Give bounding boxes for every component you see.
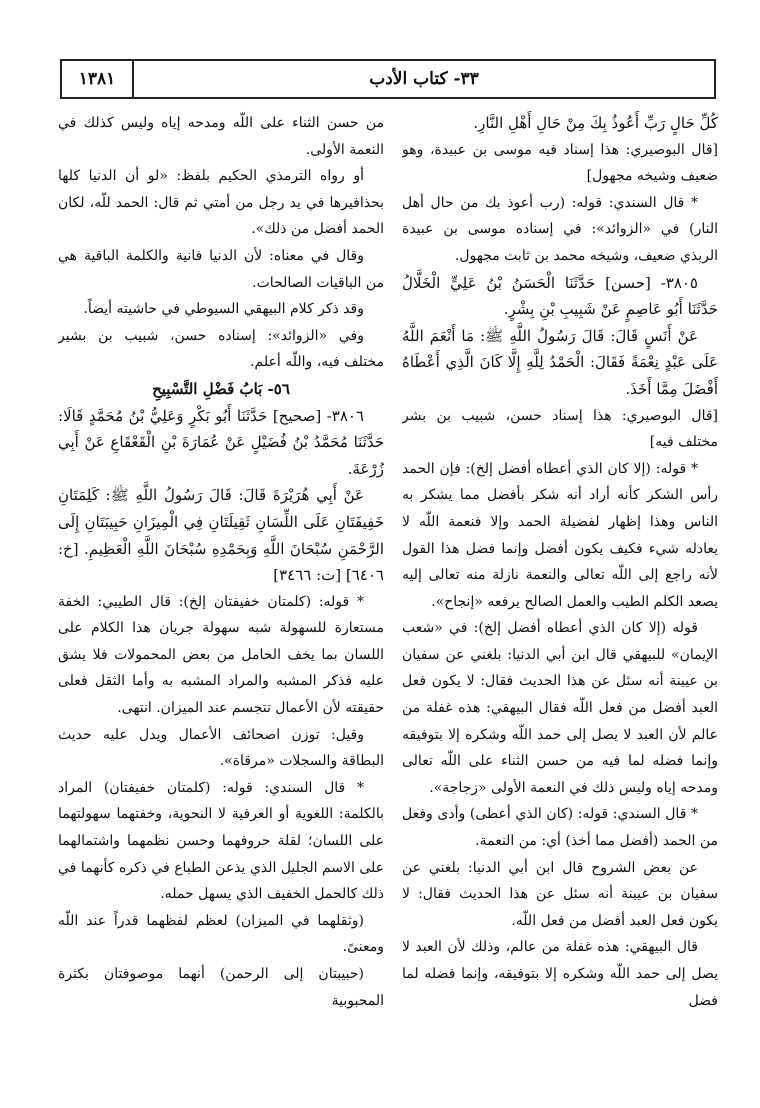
commentary: * قوله: (كلمتان خفيفتان إلخ): قال الطيبي: الخفة مستعارة للسهولة شبه سهولة جريان هذا الكلام على اللسان بما يخف الحامل من بعض المحمولات فلا يشق عليه فذكر المشبه والمراد المشبه به وأما الثقل فعلى حقيقته لأن الأعمال تتجسم عند الميزان. انتهى. (58, 593, 384, 717)
commentary: من حسن الثناء على اللّه ومدحه إياه وليس كذلك في النعمة الأولى. (58, 115, 384, 158)
right-column (402, 110, 718, 1100)
commentary: قال البيهقي: هذه غفلة من عالم، وذلك لأن العبد لا يصل إلى حمد اللّه وشكره إلا بتوفيقه، وإنما فضله لما فضل (402, 939, 718, 1009)
commentary: وقيل: توزن اصحائف الأعمال ويدل عليه حديث البطاقة والسجلات «مرقاة». (58, 726, 384, 770)
commentary: * قال السندي: قوله: (كان الذي أعطى) وأدى وفعل من الحمد (أفضل مما أخذ) أي: من النعمة. (402, 806, 718, 850)
commentary: عن بعض الشروح قال ابن أبي الدنيا: بلغني عن سفيان بن عيينة أنه سئل عن هذا الحديث فقال: لا يكون فعل العبد أفضل من فعل اللّه. (402, 859, 718, 929)
commentary: * قال السندي: قوله: (رب أعوذ بك من حال أهل النار) في «الزوائد»: في إسناده موسى بن عبيدة الربذي ضعيف، وشيخه محمد بن ثابت مجهول. (402, 194, 718, 264)
commentary: * قال السندي: قوله: (كلمتان خفيفتان) المراد بالكلمة: اللغوية أو العرفية لا النحوية، وخفتهما سهولتهما على اللسان؛ لقلة حروفهما وحسن نظمهما واشتمالهما على الاسم الجليل الذي يذعن الطباع في ذكره كأنهما في ذلك كالحمل الخفيف الذي يسهل حمله. (58, 779, 384, 903)
commentary: (وثقلهما في الميزان) لعظم لفظهما قدراً عند اللّه ومعنىً. (58, 912, 384, 956)
hadith-isnad: ٣٨٠٦- [صحيح] حَدَّثَنَا أَبُو بَكْرٍ وَعَلِيُّ بْنُ مُحَمَّدٍ قَالَا: حَدَّثَنَا مُحَمَّدُ بْنُ فُضَيْلٍ عَنْ عُمَارَةَ بْنِ الْقَعْقَاعِ عَنْ أَبِي زُرْعَةَ. (58, 406, 384, 478)
commentary: وفي «الزوائد»: إسناده حسن، شبيب بن بشير مختلف فيه، واللّه أعلم. (58, 327, 384, 371)
page-number: ١٣٨١ (62, 61, 134, 97)
hadith-text: كُلِّ حَالٍ رَبِّ أَعُوذُ بِكَ مِنْ حَالِ أَهْلِ النَّارِ. (473, 114, 718, 132)
hadith-text: عَنْ أَبِي هُرَيْرَةَ قَالَ: قَالَ رَسُولُ اللَّهِ ﷺ: كَلِمَتَانِ خَفِيفَتَانِ عَلَى اللِّسَانِ ثَقِيلَتَانِ فِي الْمِيزَانِ حَبِيبَتَانِ إِلَى الرَّحْمَنِ سُبْحَانَ اللَّهِ وَبِحَمْدِهِ سُبْحَانَ اللَّهِ الْعَظِيمِ. [خ: ٦٤٠٦] [ت: ٣٤٦٦] (58, 486, 384, 585)
citation: [قال البوصيري: هذا إسناد حسن، شبيب بن بشر مختلف فيه] (402, 407, 718, 451)
chapter-title: ٣٣- كتاب الأدب (369, 69, 479, 89)
commentary: أو رواه الترمذي الحكيم بلفظ: «لو أن الدنيا كلها بحذافيرها في يد رجل من أمتي ثم قال: الحمد للّه، لكان الحمد أفضل من ذلك». (58, 168, 384, 238)
citation: [قال البوصيري: هذا إسناد فيه موسى بن عبيدة، وهو ضعيف وشيخه مجهول] (402, 141, 718, 185)
left-column (58, 110, 384, 1100)
commentary: وقال في معناه: لأن الدنيا فانية والكلمة الباقية هي من الباقيات الصالحات. (58, 247, 384, 291)
commentary: (حبيبتان إلى الرحمن) أنهما موصوفتان بكثرة المحبوبية (58, 966, 384, 1009)
section-heading: ٥٦- بَابُ فَضْلِ التَّسْبِيحِ (152, 379, 290, 398)
hadith-isnad: ٣٨٠٥- [حسن] حَدَّثَنَا الْحَسَنُ بْنُ عَلِيٍّ الْخَلَّالُ حَدَّثَنَا أَبُو عَاصِمٍ عَنْ شَبِيبِ بْنِ بِشْرٍ. (402, 273, 718, 319)
commentary: قوله (إلا كان الذي أعطاه أفضل إلخ): في «شعب الإيمان» للبيهقي قال ابن أبي الدنيا: بلغني عن سفيان بن عيينة أنه سئل عن هذا الحديث فقال: لا يكون فعل العبد أفضل من فعل اللّه فقال البيهقي: هذه غفلة من عالم لأن العبد لا يصل إلى حمد اللّه وشكره إلا بتوفيقه وإنما فضله لما فيه من حسن الثناء على اللّه تعالى ومدحه إياه وليس ذلك في النعمة الأولى «زجاجة». (402, 620, 718, 796)
hadith-text: عَنْ أَنَسٍ قَالَ: قَالَ رَسُولُ اللَّهِ ﷺ: مَا أَنْعَمَ اللَّهُ عَلَى عَبْدٍ نِعْمَةً فَقَالَ: الْحَمْدُ لِلَّهِ إِلَّا كَانَ الَّذِي أَعْطَاهُ أَفْضَلَ مِمَّا أَخَذَ. (402, 326, 718, 398)
commentary: * قوله: (إلا كان الذي أعطاه أفضل إلخ): فإن الحمد رأس الشكر كأنه أراد أنه شكر بأفضل مما يشكر به الناس وهذا إظهار لفضيلة الحمد وإلا فنعمة اللّه لا يعادله شيء فكيف يكون أفضل وإنما فضل هذا القول لأنه راجع إلى اللّه تعالى والنعمة نازلة منه تعالى إليه يصعد الكلم الطيب والعمل الصالح يرفعه «إنجاح». (402, 460, 718, 610)
page-header (60, 59, 716, 99)
commentary: وقد ذكر كلام البيهقي السيوطي في حاشيته أيضاً. (83, 301, 364, 318)
